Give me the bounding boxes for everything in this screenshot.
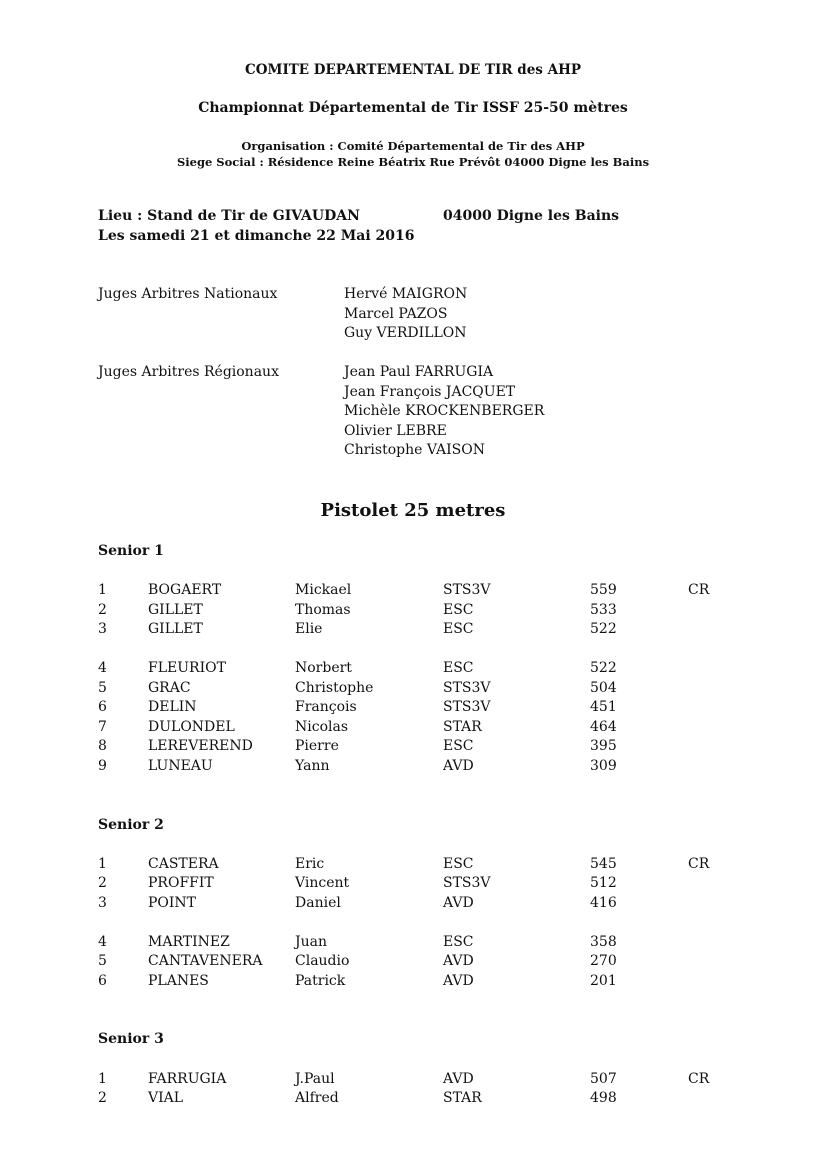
score-cell: 270 (590, 953, 617, 969)
table-row (0, 875, 826, 894)
committee-title: COMITE DEPARTEMENTAL DE TIR des AHP (245, 62, 581, 78)
table-row (0, 680, 826, 699)
firstname-cell: J.Paul (295, 1071, 335, 1087)
firstname-cell: Alfred (295, 1090, 339, 1106)
lastname-cell: GILLET (148, 621, 203, 637)
lastname-cell: GRAC (148, 680, 191, 696)
club-cell: ESC (443, 621, 474, 637)
club-cell: AVD (443, 758, 474, 774)
firstname-cell: Vincent (295, 875, 350, 891)
lastname-cell: POINT (148, 895, 197, 911)
event-title: Pistolet 25 metres (320, 500, 506, 521)
rank-cell: 3 (98, 621, 107, 637)
rank-cell: 2 (98, 602, 107, 618)
score-cell: 358 (590, 934, 617, 950)
rank-cell: 9 (98, 758, 107, 774)
championship-title: Championnat Départemental de Tir ISSF 25-50 mètres (198, 100, 628, 116)
category-heading: Senior 1 (98, 543, 164, 559)
venue-city: 04000 Digne les Bains (443, 208, 620, 224)
club-cell: AVD (443, 895, 474, 911)
rank-cell: 1 (98, 1071, 107, 1087)
club-cell: STAR (443, 719, 482, 735)
national-judges-list (344, 285, 467, 344)
club-cell: STS3V (443, 680, 491, 696)
rank-cell: 5 (98, 953, 107, 969)
firstname-cell: François (295, 699, 357, 715)
category-heading: Senior 2 (98, 817, 164, 833)
lastname-cell: BOGAERT (148, 582, 222, 598)
club-cell: STS3V (443, 582, 491, 598)
siege-line: Siege Social : Résidence Reine Béatrix Rue Prévôt 04000 Digne les Bains (176, 155, 650, 169)
table-row (0, 934, 826, 953)
score-cell: 559 (590, 582, 617, 598)
table-row (0, 895, 826, 914)
national-judges-label: Juges Arbitres Nationaux (98, 286, 278, 302)
firstname-cell: Daniel (295, 895, 341, 911)
club-cell: AVD (443, 953, 474, 969)
rank-cell: 4 (98, 660, 107, 676)
lastname-cell: DULONDEL (148, 719, 235, 735)
lastname-cell: CANTAVENERA (148, 953, 263, 969)
table-row (0, 602, 826, 621)
club-cell: ESC (443, 856, 474, 872)
firstname-cell: Juan (295, 934, 327, 950)
lastname-cell: LEREVEREND (148, 738, 253, 754)
score-cell: 201 (590, 973, 617, 989)
table-row (0, 758, 826, 777)
judge-name: Hervé MAIGRON (344, 286, 468, 302)
score-cell: 522 (590, 660, 617, 676)
table-row (0, 660, 826, 679)
club-cell: ESC (443, 738, 474, 754)
score-cell: 395 (590, 738, 617, 754)
lastname-cell: MARTINEZ (148, 934, 230, 950)
regional-judges-list (344, 363, 544, 461)
score-cell: 504 (590, 680, 617, 696)
firstname-cell: Elie (295, 621, 323, 637)
score-cell: 512 (590, 875, 617, 891)
club-cell: STAR (443, 1090, 482, 1106)
firstname-cell: Claudio (295, 953, 350, 969)
table-row (0, 856, 826, 875)
firstname-cell: Thomas (295, 602, 351, 618)
lastname-cell: FARRUGIA (148, 1071, 227, 1087)
record-cell: CR (688, 582, 710, 598)
rank-cell: 4 (98, 934, 107, 950)
judge-name: Michèle KROCKENBERGER (344, 403, 545, 419)
club-cell: ESC (443, 660, 474, 676)
table-row (0, 621, 826, 640)
lastname-cell: FLEURIOT (148, 660, 226, 676)
judge-name: Guy VERDILLON (344, 325, 467, 341)
judge-name: Christophe VAISON (344, 442, 485, 458)
regional-judges-label: Juges Arbitres Régionaux (98, 364, 279, 380)
score-cell: 545 (590, 856, 617, 872)
organisation-line: Organisation : Comité Départemental de Tir des AHP (241, 139, 585, 153)
rank-cell: 2 (98, 1090, 107, 1106)
firstname-cell: Patrick (295, 973, 346, 989)
firstname-cell: Mickael (295, 582, 352, 598)
lastname-cell: CASTERA (148, 856, 219, 872)
club-cell: STS3V (443, 875, 491, 891)
judge-name: Jean François JACQUET (344, 383, 516, 400)
rank-cell: 2 (98, 875, 107, 891)
lastname-cell: LUNEAU (148, 758, 213, 774)
firstname-cell: Christophe (295, 680, 374, 696)
score-cell: 464 (590, 719, 617, 735)
lastname-cell: VIAL (148, 1090, 184, 1106)
record-cell: CR (688, 1071, 710, 1087)
score-cell: 533 (590, 602, 617, 618)
record-cell: CR (688, 856, 710, 872)
table-row (0, 738, 826, 757)
judge-name: Marcel PAZOS (344, 305, 448, 322)
score-cell: 451 (590, 699, 617, 715)
firstname-cell: Eric (295, 856, 325, 872)
venue-lieu: Lieu : Stand de Tir de GIVAUDAN (98, 208, 360, 224)
lastname-cell: GILLET (148, 602, 203, 618)
table-row (0, 699, 826, 718)
rank-cell: 5 (98, 680, 107, 696)
firstname-cell: Norbert (295, 660, 352, 676)
judge-name: Olivier LEBRE (344, 422, 447, 439)
firstname-cell: Yann (295, 758, 330, 774)
score-cell: 416 (590, 895, 617, 911)
firstname-cell: Pierre (295, 738, 339, 754)
club-cell: AVD (443, 973, 474, 989)
lastname-cell: PLANES (148, 973, 209, 989)
score-cell: 507 (590, 1071, 617, 1087)
lastname-cell: DELIN (148, 699, 197, 715)
lastname-cell: PROFFIT (148, 875, 214, 891)
score-cell: 498 (590, 1090, 617, 1106)
table-row (0, 719, 826, 738)
score-cell: 522 (590, 621, 617, 637)
rank-cell: 7 (98, 719, 107, 735)
rank-cell: 3 (98, 895, 107, 911)
club-cell: STS3V (443, 699, 491, 715)
table-row (0, 1071, 826, 1090)
judge-name: Jean Paul FARRUGIA (344, 364, 494, 380)
firstname-cell: Nicolas (295, 719, 349, 735)
rank-cell: 1 (98, 582, 107, 598)
rank-cell: 6 (98, 973, 107, 989)
table-row (0, 973, 826, 992)
rank-cell: 1 (98, 856, 107, 872)
rank-cell: 8 (98, 738, 107, 754)
rank-cell: 6 (98, 699, 107, 715)
club-cell: AVD (443, 1071, 474, 1087)
club-cell: ESC (443, 602, 474, 618)
table-row (0, 953, 826, 972)
club-cell: ESC (443, 934, 474, 950)
table-row (0, 1090, 826, 1109)
table-row (0, 582, 826, 601)
category-heading: Senior 3 (98, 1031, 164, 1047)
venue-dates: Les samedi 21 et dimanche 22 Mai 2016 (98, 228, 415, 244)
score-cell: 309 (590, 758, 617, 774)
